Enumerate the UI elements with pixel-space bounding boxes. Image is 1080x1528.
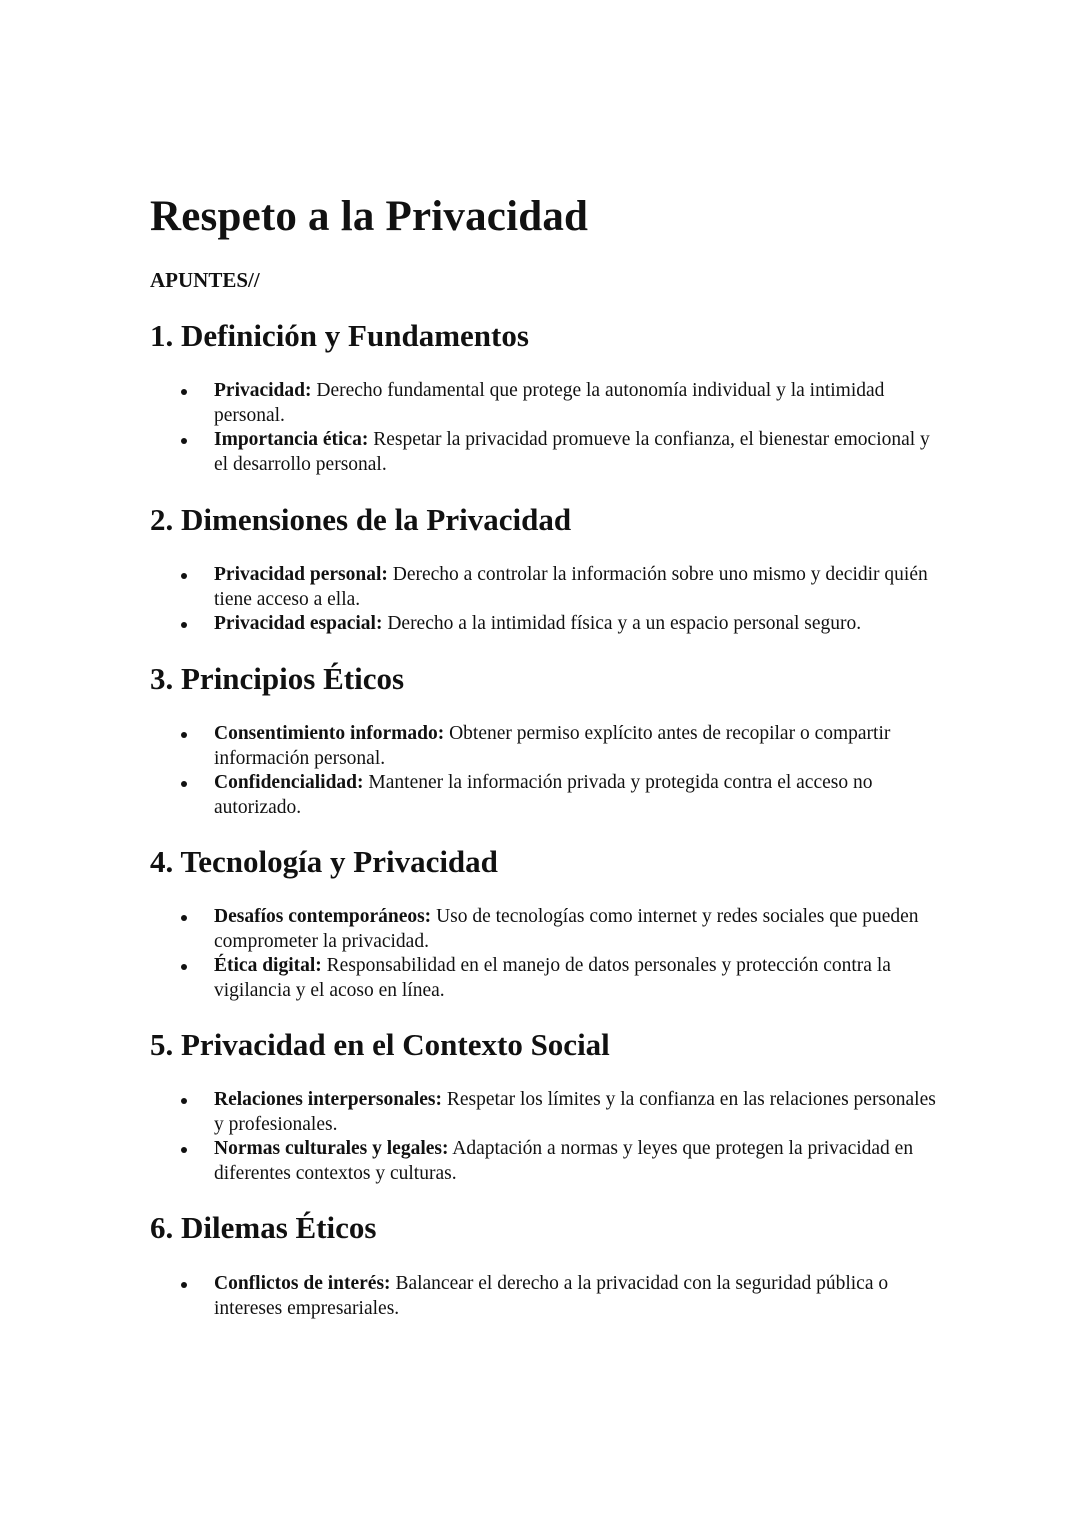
bullet-icon: [181, 622, 187, 628]
section-list-dimensiones: [150, 563, 940, 637]
section-heading-contexto-social: 5. Privacidad en el Contexto Social: [150, 1027, 610, 1062]
list-item: [150, 563, 940, 612]
section-heading-dilemas: 6. Dilemas Éticos: [150, 1210, 377, 1245]
list-item: [150, 771, 940, 820]
list-item: [150, 612, 940, 637]
list-item: [150, 379, 940, 428]
section-list-contexto-social: [150, 1088, 940, 1186]
item-text: Obtener permiso explícito antes de recopilar o compartir información personal.: [214, 723, 891, 769]
item-term: Confidencialidad:: [214, 772, 364, 793]
list-item: [150, 428, 940, 477]
item-term: Ética digital:: [214, 955, 322, 976]
bullet-icon: [181, 964, 187, 970]
bullet-icon: [181, 1147, 187, 1153]
item-term: Privacidad personal:: [214, 564, 388, 585]
bullet-icon: [181, 573, 187, 579]
item-text: Derecho fundamental que protege la autonomía individual y la intimidad personal.: [214, 380, 885, 426]
bullet-icon: [181, 915, 187, 921]
item-term: Relaciones interpersonales:: [214, 1089, 443, 1110]
list-item: [150, 1137, 940, 1186]
item-term: Privacidad:: [214, 380, 312, 401]
list-item: [150, 1272, 940, 1321]
bullet-icon: [181, 438, 187, 444]
section-list-definicion: [150, 379, 940, 477]
item-term: Privacidad espacial:: [214, 613, 383, 634]
item-text: Uso de tecnologías como internet y redes sociales que pueden comprometer la privacidad.: [214, 906, 919, 952]
item-term: Conflictos de interés:: [214, 1273, 391, 1294]
item-text: Balancear el derecho a la privacidad con la seguridad pública o intereses empresariales.: [214, 1273, 889, 1319]
document-subtitle: APUNTES//: [150, 268, 260, 292]
section-heading-principios: 3. Principios Éticos: [150, 661, 405, 696]
section-list-principios: [150, 722, 940, 820]
item-text: Respetar los límites y la confianza en las relaciones personales y profesionales.: [214, 1089, 936, 1135]
item-text: Derecho a controlar la información sobre uno mismo y decidir quién tiene acceso a ella.: [214, 564, 928, 610]
section-heading-definicion: 1. Definición y Fundamentos: [150, 318, 529, 353]
list-item: [150, 1088, 940, 1137]
item-text: Responsabilidad en el manejo de datos personales y protección contra la vigilancia y el acoso en línea.: [214, 955, 891, 1001]
item-term: Consentimiento informado:: [214, 723, 445, 744]
bullet-icon: [181, 1282, 187, 1288]
item-text: Respetar la privacidad promueve la confianza, el bienestar emocional y el desarrollo personal.: [214, 429, 930, 475]
section-heading-dimensiones: 2. Dimensiones de la Privacidad: [150, 502, 572, 537]
item-text: Derecho a la intimidad física y a un espacio personal seguro.: [382, 613, 862, 634]
list-item: [150, 954, 940, 1003]
list-item: [150, 722, 940, 771]
document-title: Respeto a la Privacidad: [150, 193, 589, 240]
section-heading-tecnologia: 4. Tecnología y Privacidad: [150, 844, 498, 879]
item-term: Desafíos contemporáneos:: [214, 906, 432, 927]
bullet-icon: [181, 781, 187, 787]
item-term: Normas culturales y legales:: [214, 1138, 449, 1159]
section-list-dilemas: [150, 1272, 940, 1321]
item-text: Mantener la información privada y protegida contra el acceso no autorizado.: [214, 772, 873, 818]
item-text: Adaptación a normas y leyes que protegen la privacidad en diferentes contextos y culturas.: [214, 1138, 914, 1184]
bullet-icon: [181, 389, 187, 395]
bullet-icon: [181, 732, 187, 738]
list-item: [150, 905, 940, 954]
item-term: Importancia ética:: [214, 429, 369, 450]
section-list-tecnologia: [150, 905, 940, 1003]
bullet-icon: [181, 1098, 187, 1104]
